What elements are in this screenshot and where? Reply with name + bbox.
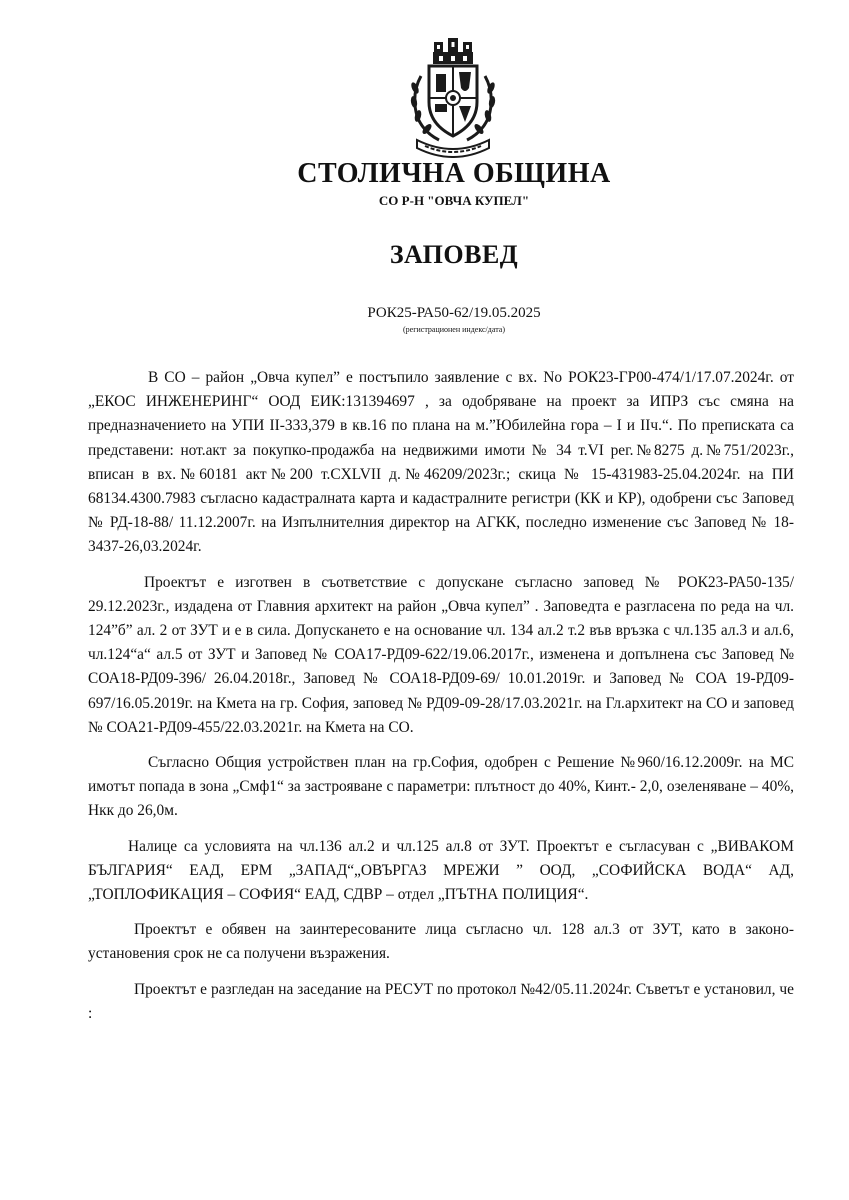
organization-name: СТОЛИЧНА ОБЩИНА	[297, 158, 611, 189]
paragraph-project-basis: Проектът е изготвен в съответствие с допускане съгласно заповед № РОК23-РА50-135/ 29.12.2023г., издадена от Главния архитект на район „Овча купел” . Заповедта е разгласена по реда на чл. 124”б” ал. 2 от ЗУТ и е в сила. Допускането е на основание чл. 134 ал.2 т.2 във връзка с чл.135 ал.3 и ал.6, чл.124“а“ ал.5 от ЗУТ и Заповед № СОА17-РД09-622/19.06.2017г., изменена и допълнена със Заповед № СОА18-РД09-396/ 26.04.2018г., Заповед № СОА18-РД09-69/ 10.01.2019г. и Заповед № СОА 19-РД09-697/16.05.2019г. на Кмета на гр. София, заповед № РД09-09-28/17.03.2021г. на Гл.архитект на СО и заповед № СОА21-РД09-455/22.03.2021г. на Кмета на СО.	[88, 573, 794, 736]
district-name: СО Р-Н "ОВЧА КУПЕЛ"	[378, 193, 530, 208]
paragraph-announcement: Проектът е обявен на заинтересованите лица съгласно чл. 128 ал.3 от ЗУТ, като в законо-установения срок не са получени възражения.	[88, 921, 794, 963]
registration-number: РОК25-РА50-62/19.05.2025	[367, 305, 541, 321]
paragraph-council-review: Проектът е разгледан на заседание на РЕСУТ по протокол №42/05.11.2024г. Съветът е установил, че :	[88, 980, 794, 1022]
document-title: ЗАПОВЕД	[389, 240, 519, 269]
sofia-coat-of-arms-icon	[403, 36, 503, 158]
paragraph-conditions: Налице са условията на чл.136 ал.2 и чл.125 ал.8 от ЗУТ. Проектът е съгласуван с „ВИВАКОМ БЪЛГАРИЯ“ ЕАД, ЕРМ „ЗАПАД“„ОВЪРГАЗ МРЕЖИ ” ООД, „СОФИЙСКА ВОДА“ АД, „ТОПЛОФИКАЦИЯ – СОФИЯ“ ЕАД, СДВР – отдел „ПЪТНА ПОЛИЦИЯ“.	[88, 837, 794, 904]
paragraph-master-plan: Съгласно Общия устройствен план на гр.София, одобрен с Решение №960/16.12.2009г. на МС имотът попада в зона „Смф1“ за застрояване с параметри: плътност до 40%, Кинт.- 2,0, озеленяване – 40%, Нкк до 26,0м.	[88, 754, 794, 820]
paragraph-application: В СО – район „Овча купел” е постъпило заявление с вх. No РОК23-ГР00-474/1/17.07.2024г. от „ЕКОС ИНЖЕНЕРИНГ“ ООД ЕИК:131394697 , за одобряване на проект за ИПРЗ със смяна на предназначението на УПИ II-333,379 в кв.16 по плана на м.”Юбилейна гора – I и IIч.“. По преписката са представени: нот.акт за покупко-продажба на недвижими имоти № 34 т.VI рег.№8275 д.№751/2023г., вписан в вх.№60181 акт№200 т.CXLVII д.№46209/2023г.; скица № 15-431983-25.04.2024г. на ПИ 68134.4300.7983 съгласно кадастралната карта и кадастралните регистри (КК и КР), одобрени със Заповед № РД-18-88/ 11.12.2007г. на Изпълнителния директор на АГКК, последно изменение със Заповед № 18-3437-26,03.2024г.	[88, 369, 794, 556]
registration-caption: (регистрационен индекс/дата)	[402, 325, 505, 334]
order-body	[88, 366, 794, 1026]
